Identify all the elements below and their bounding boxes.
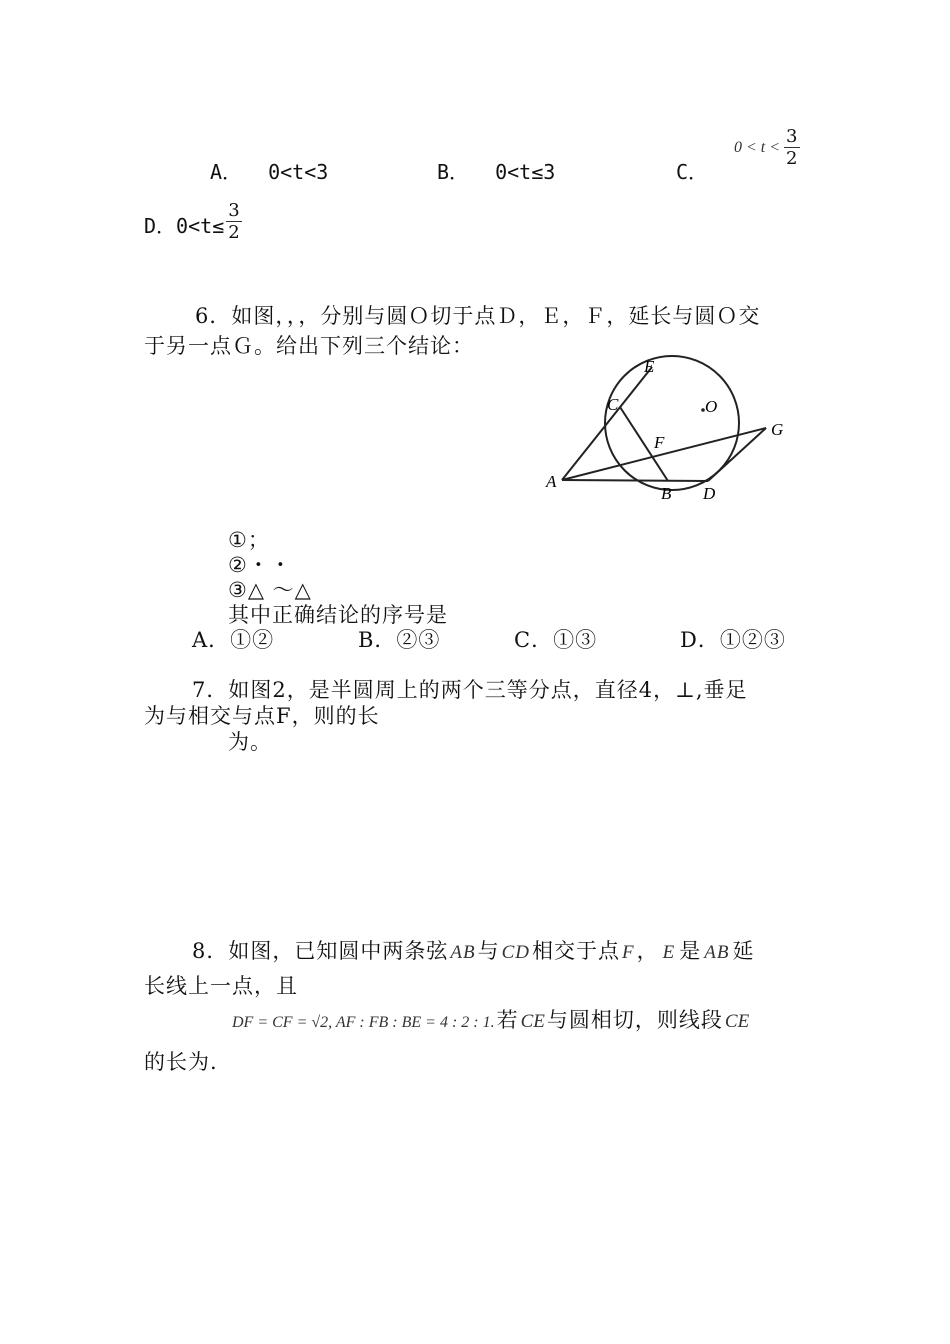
q8-segment-ab: AB: [450, 942, 476, 963]
q6-question: 其中正确结论的序号是: [228, 603, 448, 627]
q8-segment-ce-2: CE: [724, 1011, 750, 1032]
q5-option-a-text: 0<t<3: [268, 160, 329, 184]
q5-option-b-letter: B．: [437, 160, 470, 184]
q8-line-1-text-f: 延: [732, 939, 755, 963]
q7-line-1: 7．如图2，是半圆周上的两个三等分点，直径4，⊥,垂足: [192, 678, 748, 702]
label-d: D: [703, 484, 716, 503]
q8-ratio-formula: DF = CF = √2, AF : FB : BE = 4 : 2 : 1.: [232, 1014, 495, 1031]
q8-segment-cd: CD: [501, 942, 530, 963]
q5-option-c-expression: [734, 128, 800, 168]
label-b: B: [661, 484, 672, 503]
q5-option-b-text: 0<t≤3: [495, 160, 556, 184]
q8-point-f: F: [622, 942, 635, 963]
label-o: O: [705, 397, 718, 416]
q8-line-1-text-a: 8．如图，已知圆中两条弦: [192, 939, 449, 963]
q8-line-1-text-b: 与: [477, 939, 500, 963]
q5-option-d: [144, 202, 242, 242]
tangent-line-ad: [562, 480, 708, 481]
tangent-line-ae: [562, 367, 652, 480]
q5-option-c-fraction: [784, 128, 799, 168]
q6-option-d: D．①②③: [680, 628, 786, 652]
q5-option-d-denominator: 2: [228, 222, 240, 243]
q5-option-c-denominator: 2: [786, 148, 798, 169]
q8-line-1-text-e: 是: [679, 939, 702, 963]
q6-line-2: 于另一点Ｇ。给出下列三个结论：: [144, 334, 474, 358]
q6-conclusion-3: ③△ ～△: [228, 578, 312, 602]
q5-option-d-numerator: 3: [228, 200, 240, 221]
q8-line-1-text-d: ，: [636, 939, 659, 963]
q6-conclusion-1: ①；: [228, 528, 270, 552]
q8-line-2: 长线上一点，且: [144, 974, 298, 998]
q5-option-a-letter: A．: [210, 160, 243, 184]
q6-option-b: B．②③: [358, 628, 441, 652]
label-c: C: [607, 395, 619, 414]
q8-segment-ab-2: AB: [704, 942, 730, 963]
q5-option-d-prefix: D．0<t≤: [144, 214, 225, 238]
q5-option-a: [210, 156, 328, 185]
q5-option-d-fraction: [226, 202, 241, 242]
q5-option-c-numerator: 3: [786, 126, 798, 147]
q5-option-b: [437, 156, 555, 185]
q6-line-1: 6．如图，，，分别与圆Ｏ切于点Ｄ，Ｅ，Ｆ，延长与圆Ｏ交: [195, 304, 761, 328]
q8-segment-ce: CE: [520, 1011, 545, 1032]
q6-conclusion-2: ②・・: [228, 553, 292, 577]
q7-line-2: 为与相交与点F，则的长: [144, 704, 380, 728]
q8-line-3-text-a: 若: [496, 1008, 519, 1032]
label-a: A: [546, 472, 557, 491]
q8-line-1: [192, 935, 754, 965]
q6-option-c: C．①③: [514, 628, 598, 652]
q8-line-3-text-b: 与圆相切，则线段: [546, 1008, 723, 1032]
q8-line-1-text-c: 相交于点: [532, 939, 620, 963]
label-g: G: [771, 420, 784, 439]
q5-option-c-letter: C．: [676, 160, 709, 184]
q6-circle-tangent-figure: [540, 345, 800, 505]
q6-option-a: A．①②: [192, 628, 275, 652]
label-e: E: [644, 357, 655, 376]
q7-line-3: 为。: [228, 730, 272, 754]
q8-line-3: [232, 1004, 749, 1034]
q8-point-e: E: [662, 942, 676, 963]
q8-line-4: 的长为.: [144, 1050, 218, 1074]
label-f: F: [654, 433, 665, 452]
q5-option-c-prefix: 0 < t <: [734, 139, 781, 156]
